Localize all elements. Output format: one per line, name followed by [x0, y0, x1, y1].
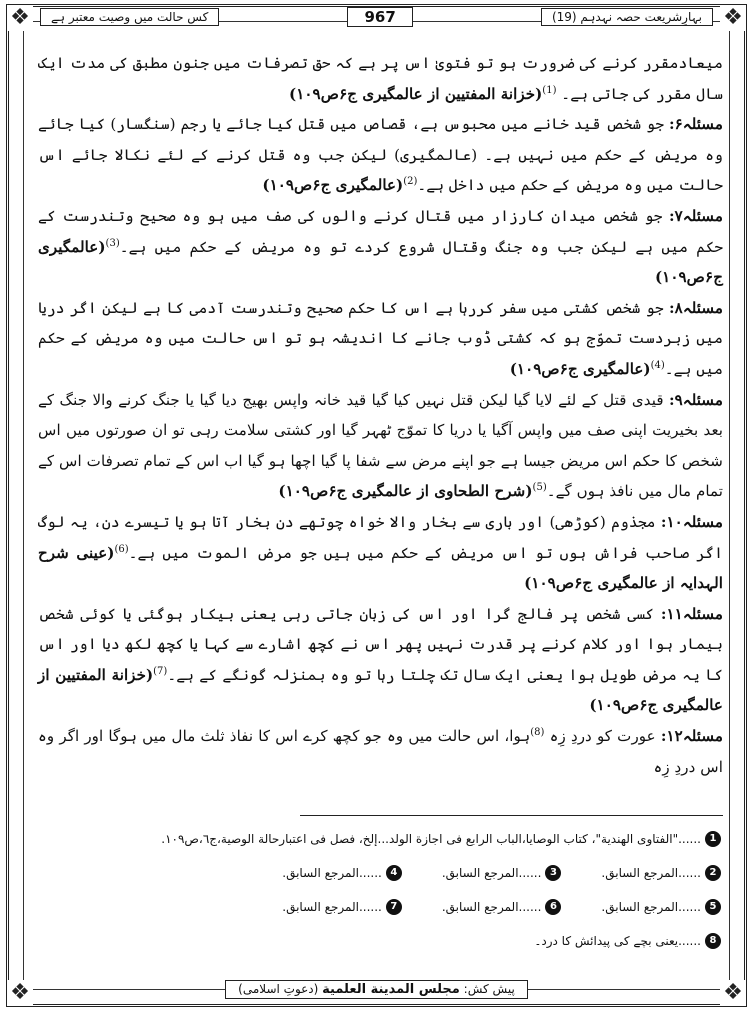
corner-ornament-icon: ❖	[720, 5, 746, 31]
paragraph: مسئلہ۷: جو شخص میدان کارزار میں قتال کرنے والوں کی صف میں ہو وہ صحیح وتندرست کے حکم میں ہے لیکن جب وہ جنگ وقتال شروع کردے تو وہ مریض کے حکم میں ہے۔$^{(3)}$(عالمگیری ج۶ص۱۰۹)	[38, 206, 723, 287]
footnote-item: 8 ......یعنی بچے کی پیدائش کا درد۔	[534, 933, 721, 949]
corner-ornament-icon: ❖	[7, 5, 33, 31]
page-footer	[0, 978, 753, 999]
footnote-number-icon: 3	[545, 865, 561, 881]
publisher-box: پیش کش: مجلس المدينة العلمية (دعوتِ اسلامی)	[225, 980, 528, 999]
footnote-number-icon: 7	[386, 899, 402, 915]
paragraph: مسئلہ۶: جو شخص قید خانے میں محبوس ہے، قصاص میں قتل کیا جائے یا رجم (سنگسار) کیا جائے وہ مریض کے حکم میں نہیں ہے۔ (عالمگیری) لیکن جب وہ قتل کرنے کے لئے نکالا جائے اس حالت میں وہ مریض کے حکم میں داخل ہے۔$^{(2)}$(عالمگیری ج۶ص۱۰۹)	[38, 115, 723, 195]
masala-label: مسئلہ۱۲:	[660, 727, 724, 746]
footnote-number-icon: 2	[705, 865, 721, 881]
footnote-item: 5 ......المرجع السابق.	[601, 899, 721, 915]
footnote-item: 1 ......"الفتاوی الهندية"، كتاب الوصايا،الباب الرابع فی اجازة الولد...إلخ، فصل فی اعتبارحالة الوصية،ج٦،ص١٠٩.	[161, 831, 721, 847]
paragraph: مسئلہ۹: قیدی قتل کے لئے لایا گیا لیکن قتل نہیں کیا گیا قید خانہ واپس بھیج دیا گیا یا جنگ کرنے والا جنگ کے بعد بخیریت اپنی صف میں واپس آگیا یا دریا کا تموّج ٹھہر گیا اور کشتی سلامت رہی تو ان صورتوں میں اس شخص کا حکم اس مریض جیسا ہے جو اپنے مرض سے شفا پا گیا اچھا ہو گیا اب اس کے تمام تصرفات اس کے تمام مال میں نافذ ہوں گے۔$^{(5)}$(شرح الطحاوی از عالمگیری ج۶ص۱۰۹)	[38, 390, 723, 501]
header-chapter-title: کس حالت میں وصیت معتبر ہے	[40, 8, 219, 26]
footnote-item: 7 ......المرجع السابق.	[282, 899, 402, 915]
footnote-row	[30, 890, 721, 924]
footnote-item: 2 ......المرجع السابق.	[601, 865, 721, 881]
footnote-item: 6 ......المرجع السابق.	[442, 899, 562, 915]
paragraph: مسئلہ۱۰: مجذوم (کوڑھی) اور باری سے بخار والا خواہ چوتھے دن بخار آتا ہو یا تیسرے دن، یہ لوگ اگر صاحب فراش ہوں تو اس مریض کے حکم میں ہیں جو مرض الموت میں ہے۔$^{(6)}$(عینی شرح الہدایہ از عالمگیری ج۶ص۱۰۹)	[38, 512, 724, 593]
masala-label: مسئلہ۷:	[669, 206, 723, 225]
masala-label: مسئلہ۱۰:	[660, 512, 724, 531]
masala-label: مسئلہ۸:	[669, 298, 724, 317]
footnote-row	[30, 856, 721, 890]
footnote-number-icon: 8	[705, 933, 721, 949]
footnote-number-icon: 4	[386, 865, 402, 881]
paragraph: مسئلہ۱۲: عورت کو دردِ زِہ $^{(8)}$ہوا، اس حالت میں وہ جو کچھ کرے اس کا نفاذ ثلث مال میں ہوگا اور اگر وہ اس دردِ زِہ	[38, 727, 724, 776]
publisher-name: مجلس المدينة العلمية	[322, 982, 460, 997]
footnote-number-icon: 5	[705, 899, 721, 915]
footnote-row	[30, 924, 721, 958]
masala-label: مسئلہ۱۱:	[660, 604, 724, 623]
footnote-number-icon: 1	[705, 831, 721, 847]
masala-label: مسئلہ۹:	[669, 390, 723, 409]
corner-ornament-icon: ❖	[7, 980, 33, 1006]
footnote-item: 3 ......المرجع السابق.	[442, 865, 562, 881]
footnote-row	[30, 822, 721, 856]
main-text	[38, 48, 723, 782]
paragraph: مسئلہ۸: جو شخص کشتی میں سفر کررہا ہے اس کا حکم صحیح وتندرست آدمی کا ہے لیکن اگر دریا میں زبردست تموّج ہو کہ کشتی ڈوب جانے کا اندیشہ ہو تو اس حالت میں وہ مریض کے حکم میں ہے۔$^{(4)}$(عالمگیری ج۶ص۱۰۹)	[38, 298, 724, 378]
page-number: 967	[347, 7, 412, 27]
footnote-item: 4 ......المرجع السابق.	[282, 865, 402, 881]
masala-label: مسئلہ۶:	[669, 115, 723, 134]
header-book-title: بہارِشریعت حصہ نہدہم (19)	[541, 8, 713, 26]
footnotes	[30, 822, 721, 958]
corner-ornament-icon: ❖	[720, 980, 746, 1006]
footnote-divider	[300, 815, 723, 816]
paragraph: مسئلہ۱۱: کسی شخص پر فالج گرا اور اس کی زبان جاتی رہی یعنی بیکار ہوگئی یا کوئی شخص بیمار ہوا اور کلام کرنے پر قدرت نہیں پھر اس نے کچھ اشارے سے کہا یا کچھ لکھ دیا اور اس کا یہ مرض طویل ہوا یعنی ایک سال تک چلتا رہا تو وہ بمنزلہ گونگے کے ہے۔$^{(7)}$(خزانة المفتيين از عالمگیری ج۶ص۱۰۹)	[38, 604, 724, 715]
footnote-number-icon: 6	[545, 899, 561, 915]
page-header	[40, 6, 713, 28]
paragraph: میعادمقرر کرنے کی ضرورت ہو تو فتویٰ اس پر ہے کہ حق تصرفات میں جنون مطبق کی مدت ایک سال مقرر کی جاتی ہے۔ $^{(1)}$(خزانة المفتيين از عالمگیری ج۶ص۱۰۹)	[38, 54, 723, 103]
